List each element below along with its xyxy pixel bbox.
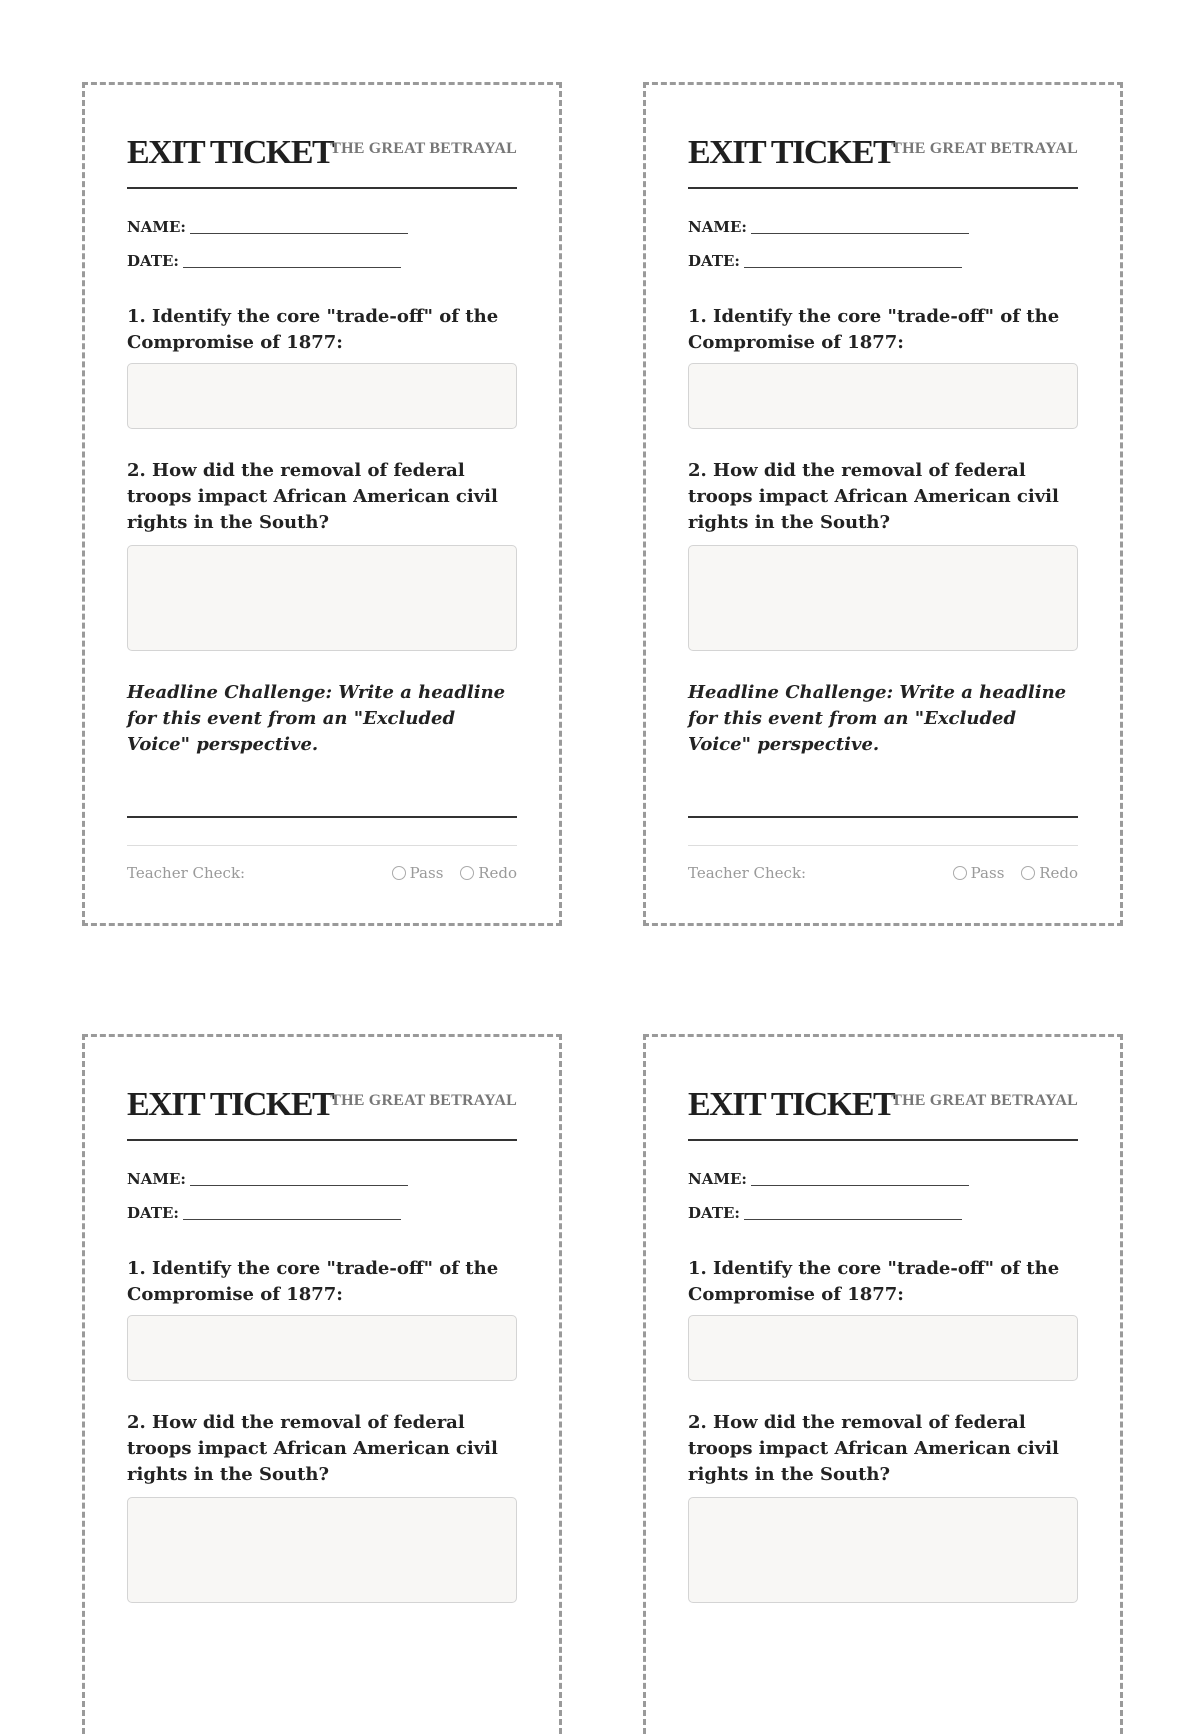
teacher-check-footer — [688, 845, 1078, 886]
teacher-check-label: Teacher Check: — [127, 864, 246, 882]
date-field[interactable] — [688, 1203, 962, 1223]
teacher-check-footer — [127, 845, 517, 886]
headline-challenge: Headline Challenge: Write a headline for this event from an "Excluded Voice" perspective. — [127, 682, 506, 755]
ticket-title: EXIT TICKET — [127, 134, 334, 171]
name-field[interactable] — [688, 217, 969, 237]
ticket-header — [688, 1081, 1078, 1141]
question-1: 1. Identify the core "trade-off" of the Compromise of 1877: — [688, 306, 1060, 353]
date-label: DATE: — [127, 1204, 179, 1222]
answer-box-2[interactable] — [127, 1497, 517, 1603]
ticket-subtitle: THE GREAT BETRAYAL — [891, 140, 1078, 157]
pass-option[interactable]: Pass — [392, 863, 444, 883]
question-2: 2. How did the removal of federal troops impact African American civil rights in the South? — [127, 1412, 498, 1485]
redo-radio-icon[interactable] — [1021, 866, 1035, 880]
date-label: DATE: — [688, 1204, 740, 1222]
name-field[interactable] — [127, 217, 408, 237]
date-line[interactable] — [183, 1218, 401, 1220]
redo-option[interactable]: Redo — [460, 863, 517, 883]
pass-radio-icon[interactable] — [392, 866, 406, 880]
answer-box-1[interactable] — [688, 1315, 1078, 1381]
date-line[interactable] — [744, 266, 962, 268]
question-1: 1. Identify the core "trade-off" of the Compromise of 1877: — [127, 306, 499, 353]
question-2: 2. How did the removal of federal troops impact African American civil rights in the South? — [688, 460, 1059, 533]
question-1: 1. Identify the core "trade-off" of the Compromise of 1877: — [688, 1258, 1060, 1305]
date-field[interactable] — [127, 1203, 401, 1223]
pass-option[interactable]: Pass — [953, 863, 1005, 883]
answer-box-2[interactable] — [688, 1497, 1078, 1603]
date-line[interactable] — [183, 266, 401, 268]
ticket-header — [127, 1081, 517, 1141]
date-line[interactable] — [744, 1218, 962, 1220]
name-line[interactable] — [751, 1184, 969, 1186]
name-field[interactable] — [127, 1169, 408, 1189]
ticket-title: EXIT TICKET — [688, 1086, 895, 1123]
answer-box-2[interactable] — [127, 545, 517, 651]
answer-box-1[interactable] — [127, 1315, 517, 1381]
teacher-check-label: Teacher Check: — [688, 864, 807, 882]
ticket-subtitle: THE GREAT BETRAYAL — [330, 140, 517, 157]
question-2: 2. How did the removal of federal troops impact African American civil rights in the South? — [127, 460, 498, 533]
exit-ticket-card-4 — [643, 1034, 1123, 1734]
question-2: 2. How did the removal of federal troops impact African American civil rights in the South? — [688, 1412, 1059, 1485]
question-1: 1. Identify the core "trade-off" of the Compromise of 1877: — [127, 1258, 499, 1305]
date-field[interactable] — [688, 251, 962, 271]
date-label: DATE: — [688, 252, 740, 270]
headline-write-line[interactable] — [688, 816, 1078, 818]
ticket-subtitle: THE GREAT BETRAYAL — [891, 1092, 1078, 1109]
redo-option[interactable]: Redo — [1021, 863, 1078, 883]
headline-write-line[interactable] — [127, 816, 517, 818]
name-label: NAME: — [688, 1170, 747, 1188]
ticket-subtitle: THE GREAT BETRAYAL — [330, 1092, 517, 1109]
name-line[interactable] — [190, 232, 408, 234]
answer-box-1[interactable] — [688, 363, 1078, 429]
name-field[interactable] — [688, 1169, 969, 1189]
answer-box-2[interactable] — [688, 545, 1078, 651]
name-label: NAME: — [127, 1170, 186, 1188]
redo-radio-icon[interactable] — [460, 866, 474, 880]
headline-challenge: Headline Challenge: Write a headline for this event from an "Excluded Voice" perspective. — [688, 682, 1067, 755]
name-line[interactable] — [751, 232, 969, 234]
exit-ticket-card-3 — [82, 1034, 562, 1734]
ticket-title: EXIT TICKET — [688, 134, 895, 171]
date-label: DATE: — [127, 252, 179, 270]
date-field[interactable] — [127, 251, 401, 271]
ticket-title: EXIT TICKET — [127, 1086, 334, 1123]
exit-ticket-card-1 — [82, 82, 562, 926]
exit-ticket-card-2 — [643, 82, 1123, 926]
name-label: NAME: — [127, 218, 186, 236]
name-line[interactable] — [190, 1184, 408, 1186]
name-label: NAME: — [688, 218, 747, 236]
answer-box-1[interactable] — [127, 363, 517, 429]
ticket-header — [127, 129, 517, 189]
pass-radio-icon[interactable] — [953, 866, 967, 880]
ticket-header — [688, 129, 1078, 189]
